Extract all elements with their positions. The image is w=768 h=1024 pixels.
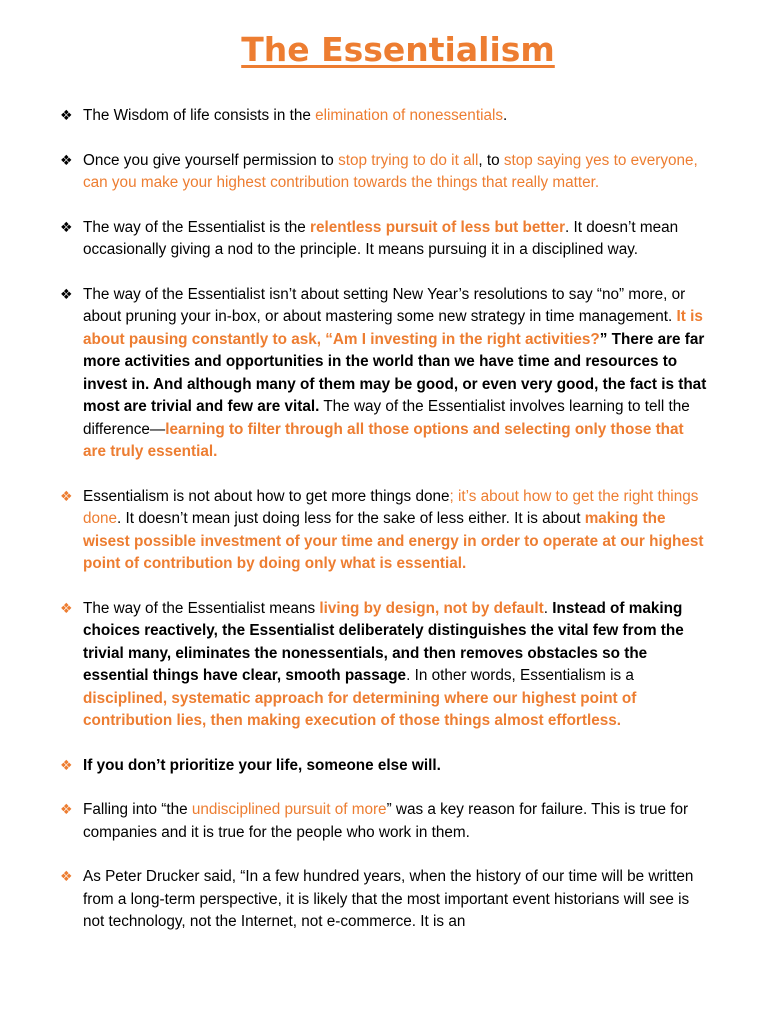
text-segment: . bbox=[503, 107, 508, 124]
text-segment: . In other words, Essentialism is a bbox=[406, 667, 634, 684]
list-item-text bbox=[83, 757, 441, 774]
text-segment: Instead of making choices reactively, the Essentialist deliberately distinguishes the vital few from the trivial many, eliminates the nonessentials, and then removes obstacles so the essential things have clear, smooth passage bbox=[83, 599, 684, 684]
list-item-text bbox=[83, 219, 678, 259]
text-segment: If you don’t prioritize your life, someone else will. bbox=[83, 756, 441, 774]
text-segment: Falling into “the bbox=[83, 801, 192, 818]
list-item-text bbox=[83, 488, 704, 573]
list-item-text bbox=[83, 868, 693, 930]
text-segment: stop saying yes to everyone, can you make your highest contribution towards the things that really matter. bbox=[83, 151, 698, 191]
text-segment: disciplined, systematic approach for determining where our highest point of contribution lies, then making execution of those things almost effortless. bbox=[83, 689, 637, 729]
diamond-bullet-icon: ❖ bbox=[60, 600, 73, 617]
diamond-bullet-icon: ❖ bbox=[60, 152, 73, 169]
list-item-text bbox=[83, 152, 698, 192]
list-item-text bbox=[83, 600, 684, 730]
text-segment: elimination of nonessentials bbox=[315, 107, 504, 124]
list-item bbox=[60, 486, 710, 576]
text-segment: living by design, not by default bbox=[319, 599, 544, 617]
text-segment: The way of the Essentialist involves learning to tell the difference— bbox=[83, 398, 690, 438]
text-segment: It is about pausing constantly to ask, “Am I investing in the right activities? bbox=[83, 308, 703, 348]
diamond-bullet-icon: ❖ bbox=[60, 802, 73, 818]
text-segment: Essentialism is not about how to get more things done bbox=[83, 487, 450, 505]
page-title: The Essentialism bbox=[241, 30, 555, 69]
list-item bbox=[60, 866, 710, 934]
list-item bbox=[60, 799, 710, 844]
list-item bbox=[60, 284, 710, 464]
bullet-list bbox=[60, 105, 710, 956]
text-segment: ” There are far more activities and opportunities in the world than we have time and resources to invest in. And although many of them may be good, or even very good, the fact is that most are trivial and few are vital. bbox=[83, 330, 707, 415]
list-item-text bbox=[83, 107, 507, 124]
text-segment: , to bbox=[478, 151, 504, 169]
text-segment: making the wisest possible investment of your time and energy in order to operate at our highest point of contribution by doing only what is essential. bbox=[83, 510, 704, 572]
text-segment: The way of the Essentialist means bbox=[83, 599, 320, 617]
text-segment: The way of the Essentialist isn’t about setting New Year’s resolutions to say “no” more, or about pruning your in-box, or about mastering some new strategy in time management. bbox=[83, 285, 686, 325]
diamond-bullet-icon: ❖ bbox=[60, 108, 73, 124]
text-segment: As Peter Drucker said, “In a few hundred years, when the history of our time will be written from a long-term perspective, it is likely that the most important event historians will see is not technology, not the Internet, not e-commerce. It is an bbox=[83, 868, 694, 930]
list-item-text bbox=[83, 801, 688, 841]
list-item bbox=[60, 105, 710, 128]
text-segment: ” was a key reason for failure. This is true for companies and it is true for the people who work in them. bbox=[83, 801, 689, 841]
text-segment: relentless pursuit of less but better bbox=[310, 218, 566, 236]
list-item bbox=[60, 755, 710, 778]
diamond-bullet-icon: ❖ bbox=[60, 286, 73, 303]
diamond-bullet-icon: ❖ bbox=[60, 869, 73, 885]
text-segment: The Wisdom of life consists in the bbox=[83, 107, 316, 124]
text-segment: . bbox=[543, 599, 553, 617]
text-segment: learning to filter through all those options and selecting only those that are truly essential. bbox=[83, 420, 684, 460]
text-segment: The way of the Essentialist is the bbox=[83, 218, 311, 236]
list-item bbox=[60, 598, 710, 733]
text-segment: Once you give yourself permission to bbox=[83, 151, 339, 169]
list-item-text bbox=[83, 286, 706, 461]
text-segment: . It doesn’t mean occasionally giving a nod to the principle. It means pursuing it in a disciplined way. bbox=[83, 218, 679, 258]
list-item bbox=[60, 150, 710, 195]
text-segment: ; it’s about how to get the right things done bbox=[83, 487, 699, 527]
text-segment: . It doesn’t mean just doing less for the sake of less either. It is about bbox=[117, 510, 585, 527]
diamond-bullet-icon: ❖ bbox=[60, 488, 73, 505]
text-segment: stop trying to do it all bbox=[338, 151, 479, 169]
list-item bbox=[60, 217, 710, 262]
text-segment: undisciplined pursuit of more bbox=[191, 801, 387, 818]
diamond-bullet-icon: ❖ bbox=[60, 757, 73, 774]
diamond-bullet-icon: ❖ bbox=[60, 219, 73, 236]
